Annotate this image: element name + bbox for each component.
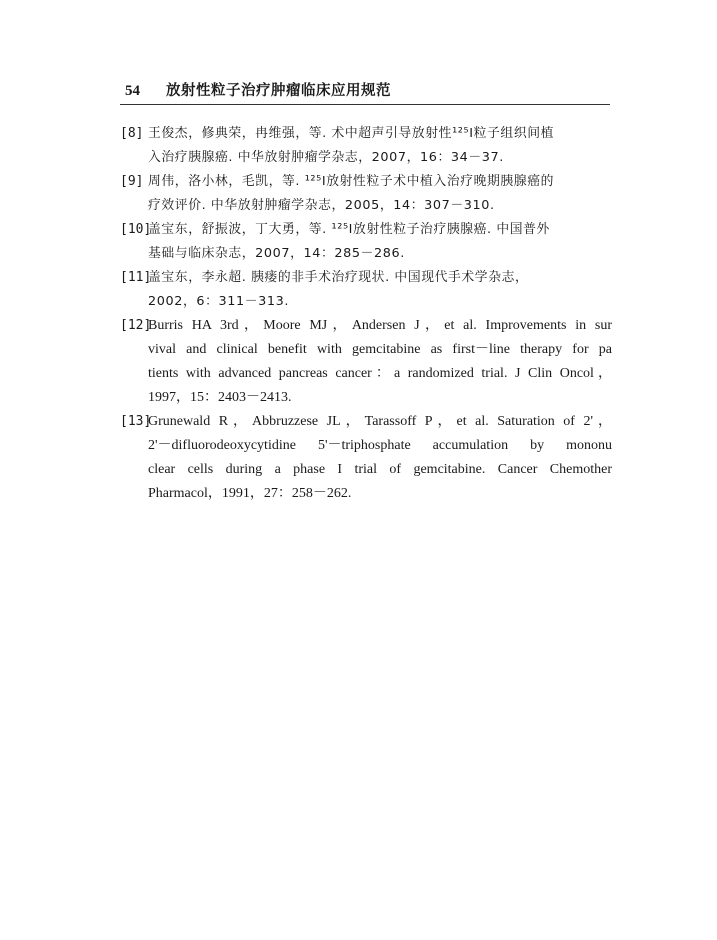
reference-line: 王俊杰，修典荣，冉维强，等. 术中超声引导放射性¹²⁵I粒子组织间植	[148, 126, 555, 141]
reference-line: Pharmacol，1991，27：258－262.	[148, 486, 352, 501]
reference-line: clear cells during a phase I trial of gemcitabine. Cancer Chemother	[148, 462, 612, 477]
running-title: 放射性粒子治疗肿瘤临床应用规范	[166, 83, 391, 99]
reference-item	[120, 170, 612, 218]
page-number: 54	[125, 83, 140, 99]
reference-line: 盖宝东，舒振波，丁大勇，等. ¹²⁵I放射性粒子治疗胰腺癌. 中国普外	[148, 222, 550, 237]
reference-line: 周伟，洛小林，毛凯，等. ¹²⁵I放射性粒子术中植入治疗晚期胰腺癌的	[148, 174, 555, 189]
reference-number: [11]	[120, 270, 152, 285]
reference-line: Burris HA 3rd，Moore MJ，Andersen J，et al. Improvements in sur	[148, 318, 612, 333]
reference-item	[120, 410, 612, 506]
reference-item	[120, 122, 612, 170]
reference-line: 疗效评价. 中华放射肿瘤学杂志，2005，14：307－310.	[148, 198, 495, 213]
reference-item	[120, 218, 612, 266]
reference-line: Grunewald R，Abbruzzese JL，Tarassoff P，et al. Saturation of 2'，	[148, 414, 612, 429]
reference-item	[120, 266, 612, 314]
reference-item	[120, 314, 612, 410]
reference-list	[120, 122, 612, 506]
reference-number: [10]	[120, 222, 152, 237]
reference-line: 盖宝东，李永超. 胰瘘的非手术治疗现状. 中国现代手术学杂志，	[148, 270, 529, 285]
reference-line: 1997，15：2403－2413.	[148, 390, 292, 405]
reference-line: tients with advanced pancreas cancer：a randomized trial. J Clin Oncol，	[148, 366, 612, 381]
reference-line: vival and clinical benefit with gemcitabine as first－line therapy for pa	[148, 342, 612, 357]
running-header	[120, 80, 610, 105]
reference-number: [8]	[120, 126, 144, 141]
reference-line: 2'－difluorodeoxycytidine 5'－triphosphate accumulation by mononu	[148, 438, 612, 453]
reference-line: 入治疗胰腺癌. 中华放射肿瘤学杂志，2007，16：34－37.	[148, 150, 504, 165]
reference-number: [12]	[120, 318, 152, 333]
reference-line: 基础与临床杂志，2007，14：285－286.	[148, 246, 405, 261]
reference-number: [9]	[120, 174, 144, 189]
reference-number: [13]	[120, 414, 152, 429]
reference-line: 2002，6：311－313.	[148, 294, 290, 309]
